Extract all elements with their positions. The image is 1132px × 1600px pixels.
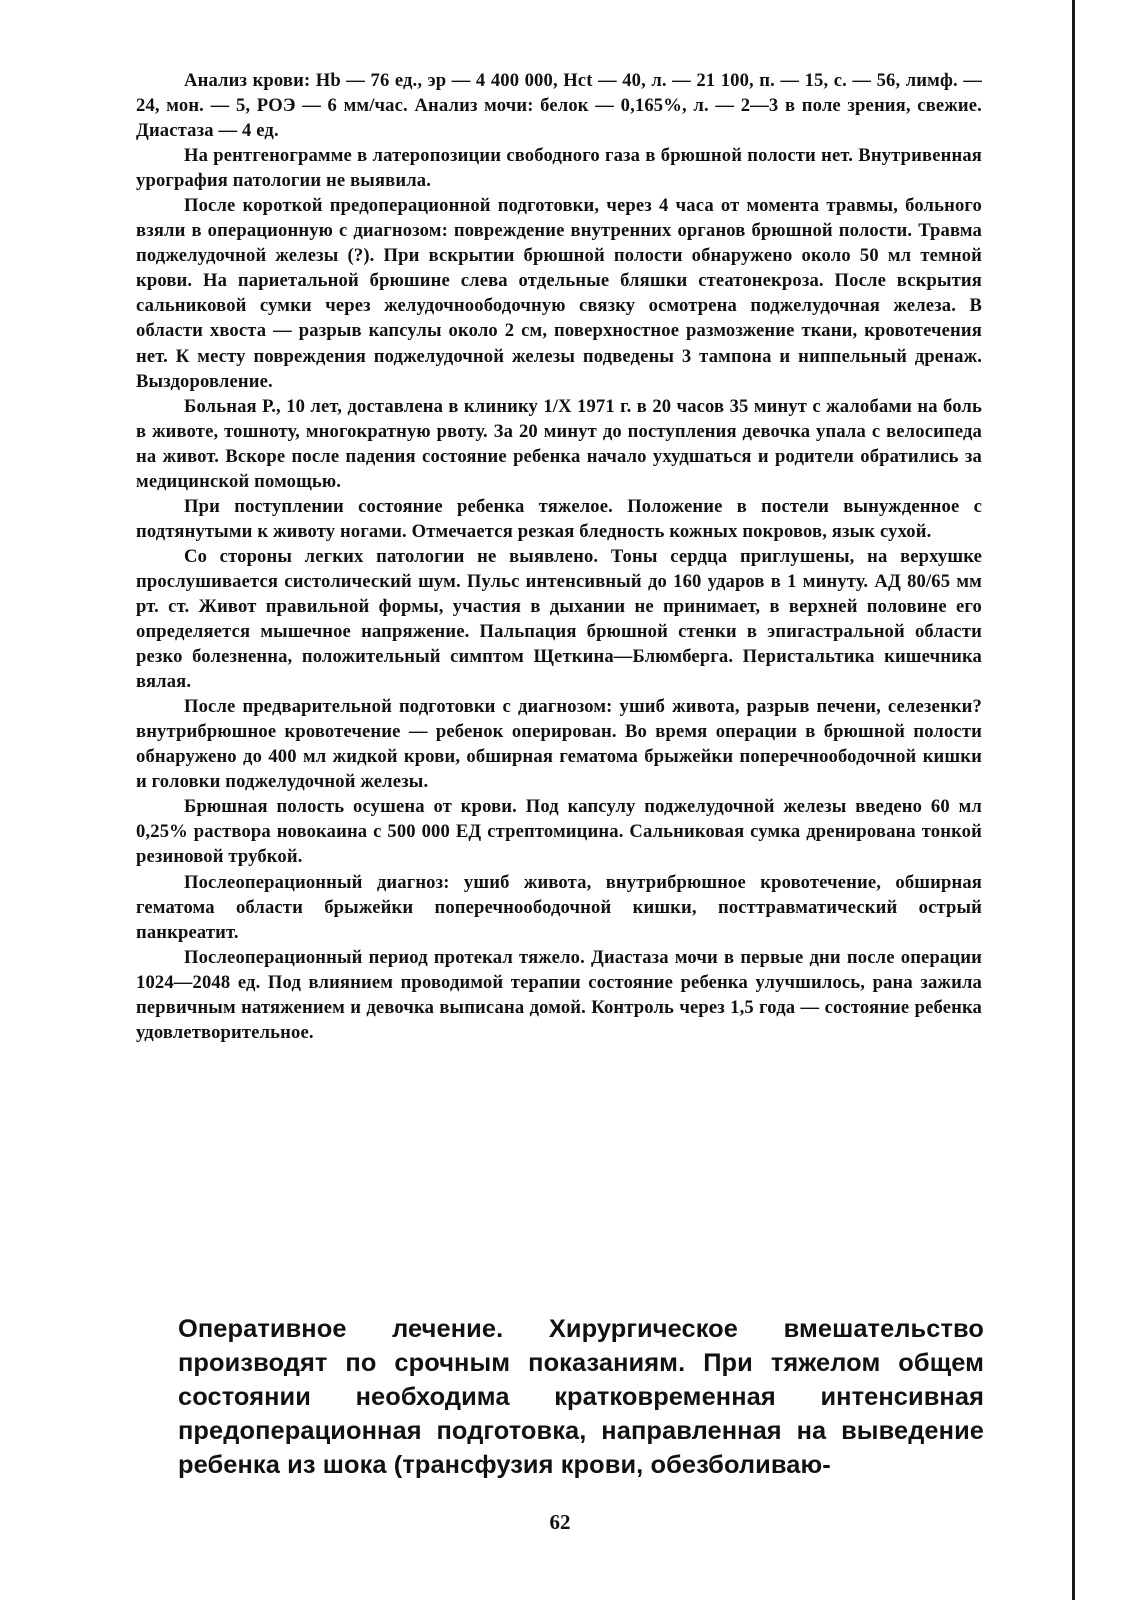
section-body: Хирургическое вмешательство производят по срочным показаниям. При тяжелом общем состоянии необходима кратковременная интенсивная предоперационная подготовка, направленная на выведение ребенка из шока (трансфузия крови, обезболиваю- <box>178 1315 984 1479</box>
paragraph-postop-course: Послеоперационный период протекал тяжело. Диастаза мочи в первые дни после операции 1024—2048 ед. Под влиянием проводимой терапии состояние ребенка улучшилось, рана зажила первичным натяжением и девочка выписана домой. Контроль через 1,5 года — состояние ребенка удовлетворительное. <box>136 946 982 1043</box>
paragraph-patient-2-history: Больная Р., 10 лет, доставлена в клинику 1/Х 1971 г. в 20 часов 35 минут с жалобами на боль в животе, тошноту, многократную рвоту. За 20 минут до поступления девочка упала с велосипеда на живот. Вскоре после падения состояние ребенка начало ухудшаться и родители обратились за медицинской помощью. <box>136 395 982 492</box>
paragraph-radiography: На рентгенограмме в латеропозиции свободного газа в брюшной полости нет. Внутривенная урография патологии не выявила. <box>136 145 982 192</box>
paragraph-operation-1: После короткой предоперационной подготовки, через 4 часа от момента травмы, больного взяли в операционную с диагнозом: повреждение внутренних органов брюшной полости. Травма поджелудочной железы (?). При вскрытии брюшной полости обнаружено около 50 мл темной крови. На париетальной брюшине слева отдельные бляшки стеатонекроза. После вскрытия сальниковой сумки через желудочноободочную связку осмотрена поджелудочная железа. В области хвоста — разрыв капсулы около 2 см, поверхностное размозжение ткани, кровотечения нет. К месту повреждения поджелудочной железы подведены 3 тампона и ниппельный дренаж. Выздоровление. <box>136 195 982 392</box>
paragraph-examination: Со стороны легких патологии не выявлено. Тоны сердца приглушены, на верхушке прослушивается систолический шум. Пульс интенсивный до 160 ударов в 1 минуту. АД 80/65 мм рт. ст. Живот правильной формы, участия в дыхании не принимает, в верхней половине его определяется мышечное напряжение. Пальпация брюшной стенки в эпигастральной области резко болезненна, положительный симптом Щеткина—Блюмберга. Перистальтика кишечника вялая. <box>136 545 982 693</box>
paragraph-postop-diagnosis: Послеоперационный диагноз: ушиб живота, внутрибрюшное кровотечение, обширная гематома области брыжейки поперечноободочной кишки, посттравматический острый панкреатит. <box>136 871 982 943</box>
paragraph-lab-results: Анализ крови: Hb — 76 ед., эр — 4 400 000, Hct — 40, л. — 21 100, п. — 15, с. — 56, лимф. — 24, мон. — 5, РОЭ — 6 мм/час. Анализ мочи: белок — 0,165%, л. — 2—3 в поле зрения, свежие. Диастаза — 4 ед. <box>136 70 982 142</box>
page-number: 62 <box>549 1510 571 1534</box>
paragraph-admission-status: При поступлении состояние ребенка тяжелое. Положение в постели вынужденное с подтянутыми к животу ногами. Отмечается резкая бледность кожных покровов, язык сухой. <box>136 495 982 542</box>
paragraph-procedure: Брюшная полость осушена от крови. Под капсулу поджелудочной железы введено 60 мл 0,25% раствора новокаина с 500 000 ЕД стрептомицина. Сальниковая сумка дренирована тонкой резиновой трубкой. <box>136 796 982 868</box>
section-heading: Оперативное лечение. <box>178 1315 504 1343</box>
paragraph-operation-2: После предварительной подготовки с диагнозом: ушиб живота, разрыв печени, селезенки? внутрибрюшное кровотечение — ребенок оперирован. Во время операции в брюшной полости обнаружено до 400 мл жидкой крови, обширная гематома брыжейки поперечноободочной кишки и головки поджелудочной железы. <box>136 696 982 793</box>
surgical-treatment-section <box>178 1312 984 1482</box>
page-edge-divider <box>1072 0 1075 1600</box>
case-report-text <box>136 68 982 1045</box>
